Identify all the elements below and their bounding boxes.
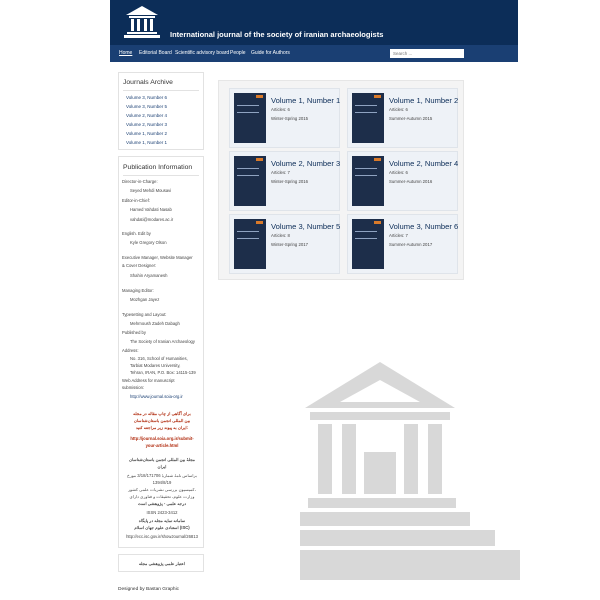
site-title[interactable]: International journal of the society of iranian archaeologists bbox=[170, 30, 384, 39]
nav-scientific-advisory-board[interactable]: Scientific advisory board bbox=[175, 50, 230, 56]
fa-title: مجلهٔ بین المللی انجمن باستان‌شناسان bbox=[128, 457, 196, 462]
fa-text: کمیسیون بررسی نشریات علمی کشور، bbox=[128, 487, 196, 492]
nav-editorial-board[interactable]: Editorial Board bbox=[139, 50, 172, 56]
archive-link[interactable]: Volume 3, Number 5 bbox=[126, 104, 168, 109]
volume-card[interactable] bbox=[347, 88, 458, 148]
volume-card[interactable] bbox=[229, 151, 340, 211]
volume-cover[interactable] bbox=[234, 219, 266, 269]
volume-cover[interactable] bbox=[352, 93, 384, 143]
volume-articles: Articles: 6 bbox=[389, 107, 408, 112]
archive-link[interactable]: Volume 3, Number 6 bbox=[126, 95, 168, 100]
notice-text: برای آگاهی از چاپ مقاله در مجله bbox=[133, 411, 191, 416]
fa-title: ایران bbox=[157, 464, 167, 469]
volume-card[interactable] bbox=[347, 151, 458, 211]
accreditation-label[interactable]: اعتبار علمی پژوهشی مجله bbox=[138, 561, 186, 566]
publication-info-box bbox=[118, 156, 204, 548]
info-label: Address: bbox=[122, 348, 139, 353]
info-label: submission: bbox=[122, 385, 145, 390]
volume-articles: Articles: 8 bbox=[271, 233, 290, 238]
archive-link[interactable]: Volume 1, Number 1 bbox=[126, 140, 168, 145]
notice-text: ایران به پیوند زیر مراجعه کنید: bbox=[135, 425, 189, 430]
submission-link[interactable]: http://www.journal.soia-org.ir bbox=[130, 394, 183, 399]
fa-text: استنادی علوم جهان اسلام (ISC) bbox=[134, 525, 190, 530]
divider bbox=[123, 90, 199, 91]
info-value: Kyle Gregory Olson bbox=[130, 240, 167, 245]
volume-articles: Articles: 7 bbox=[271, 170, 290, 175]
archive-link[interactable]: Volume 2, Number 3 bbox=[126, 122, 168, 127]
volumes-grid bbox=[218, 80, 464, 280]
issn: ISSN 2423-3412 bbox=[146, 510, 178, 515]
info-value: Seyed Mehdi Mousavi bbox=[130, 188, 172, 193]
main-nav bbox=[110, 45, 518, 62]
accreditation-box[interactable] bbox=[118, 554, 204, 572]
info-value: Mehrnoush Zadeh Dabagh bbox=[130, 321, 180, 326]
fa-text: براساس نامهٔ شمارهٔ 3/18/171706 مورخ bbox=[127, 473, 197, 478]
volume-cover[interactable] bbox=[352, 156, 384, 206]
info-label: & Cover Designer: bbox=[122, 263, 157, 268]
volume-articles: Articles: 7 bbox=[389, 233, 408, 238]
fa-text: سامانه نمایه مجله در پایگاه bbox=[138, 518, 186, 523]
volume-articles: Articles: 6 bbox=[271, 107, 290, 112]
archive-title: Journals Archive bbox=[123, 79, 173, 86]
info-label: Managing Editor: bbox=[122, 288, 154, 293]
fa-text: درجه علمی - پژوهشی است bbox=[137, 501, 187, 506]
info-value: Mozhgan Jayez bbox=[130, 297, 160, 302]
volume-title[interactable]: Volume 3, Number 6 bbox=[389, 222, 459, 231]
volume-season: Summer-Autumn 2017 bbox=[389, 242, 433, 247]
info-value: No. 316, School of Humanities, bbox=[130, 356, 188, 361]
info-email[interactable]: vahdati@modares.ac.ir bbox=[130, 217, 174, 222]
divider bbox=[123, 175, 199, 176]
info-value: Tarbiat Modares University, bbox=[130, 363, 181, 368]
info-value: Tehran, IRAN, P.O. Box: 14115-139 bbox=[130, 370, 196, 375]
volume-card[interactable] bbox=[229, 88, 340, 148]
volume-title[interactable]: Volume 2, Number 4 bbox=[389, 159, 459, 168]
volume-season: Winter-Spring 2016 bbox=[271, 179, 309, 184]
info-label: Editor-in-Chief: bbox=[122, 198, 150, 203]
notice-text: بین المللی انجمن باستان‌شناسان bbox=[133, 418, 191, 423]
search-input[interactable] bbox=[390, 49, 464, 58]
info-label: Web Address for manuscript bbox=[122, 378, 175, 383]
info-label: Typesetting and Layout: bbox=[122, 312, 167, 317]
archive-link[interactable]: Volume 2, Number 4 bbox=[126, 113, 168, 118]
fa-text: وزارت علوم، تحقیقات و فناوری دارای bbox=[129, 494, 195, 499]
volume-season: Winter-Spring 2015 bbox=[271, 116, 309, 121]
notice-link[interactable]: http://journal.soia.org.ir/submit- bbox=[130, 436, 194, 441]
volume-cover[interactable] bbox=[234, 156, 266, 206]
volume-cover[interactable] bbox=[352, 219, 384, 269]
volume-card[interactable] bbox=[229, 214, 340, 274]
info-value: The Society of Iranian Archaeology bbox=[130, 339, 195, 344]
archive-link[interactable]: Volume 1, Number 2 bbox=[126, 131, 168, 136]
journals-archive-box bbox=[118, 72, 204, 150]
volume-title[interactable]: Volume 3, Number 5 bbox=[271, 222, 341, 231]
nav-guide-for-authors[interactable]: Guide for Authors bbox=[251, 50, 290, 56]
nav-people[interactable]: People bbox=[230, 50, 246, 56]
volume-season: Summer-Autumn 2016 bbox=[389, 179, 433, 184]
info-label: Director-in-Charge: bbox=[122, 179, 158, 184]
info-label: Executive Manager, Website Manager bbox=[122, 255, 193, 260]
fa-text: 1394/8/19 bbox=[152, 480, 172, 485]
footer-credit: Designed by Bastan Graphic bbox=[118, 587, 180, 592]
journal-logo-icon[interactable] bbox=[122, 4, 162, 40]
nav-home[interactable]: Home bbox=[119, 50, 133, 56]
volume-title[interactable]: Volume 1, Number 1 bbox=[271, 96, 341, 105]
volume-card[interactable] bbox=[347, 214, 458, 274]
info-label: Published by bbox=[122, 330, 146, 335]
publication-info-title: Publication Information bbox=[123, 164, 193, 171]
volume-cover[interactable] bbox=[234, 93, 266, 143]
watermark-logo-icon bbox=[300, 360, 520, 580]
site-header bbox=[110, 0, 518, 45]
notice-link[interactable]: your-article.html bbox=[145, 443, 179, 448]
volume-season: Winter-Spring 2017 bbox=[271, 242, 309, 247]
isc-link[interactable]: http://ecc.isc.gov.ir/showJournal/26813 bbox=[126, 534, 198, 539]
volume-season: Summer-Autumn 2015 bbox=[389, 116, 433, 121]
info-value: Shahin Aryamanesh bbox=[130, 273, 168, 278]
info-value: Hamed Vahdati Nasab bbox=[130, 207, 172, 212]
volume-title[interactable]: Volume 1, Number 2 bbox=[389, 96, 459, 105]
volume-title[interactable]: Volume 2, Number 3 bbox=[271, 159, 341, 168]
volume-articles: Articles: 6 bbox=[389, 170, 408, 175]
info-label: English. Edit by bbox=[122, 231, 151, 236]
